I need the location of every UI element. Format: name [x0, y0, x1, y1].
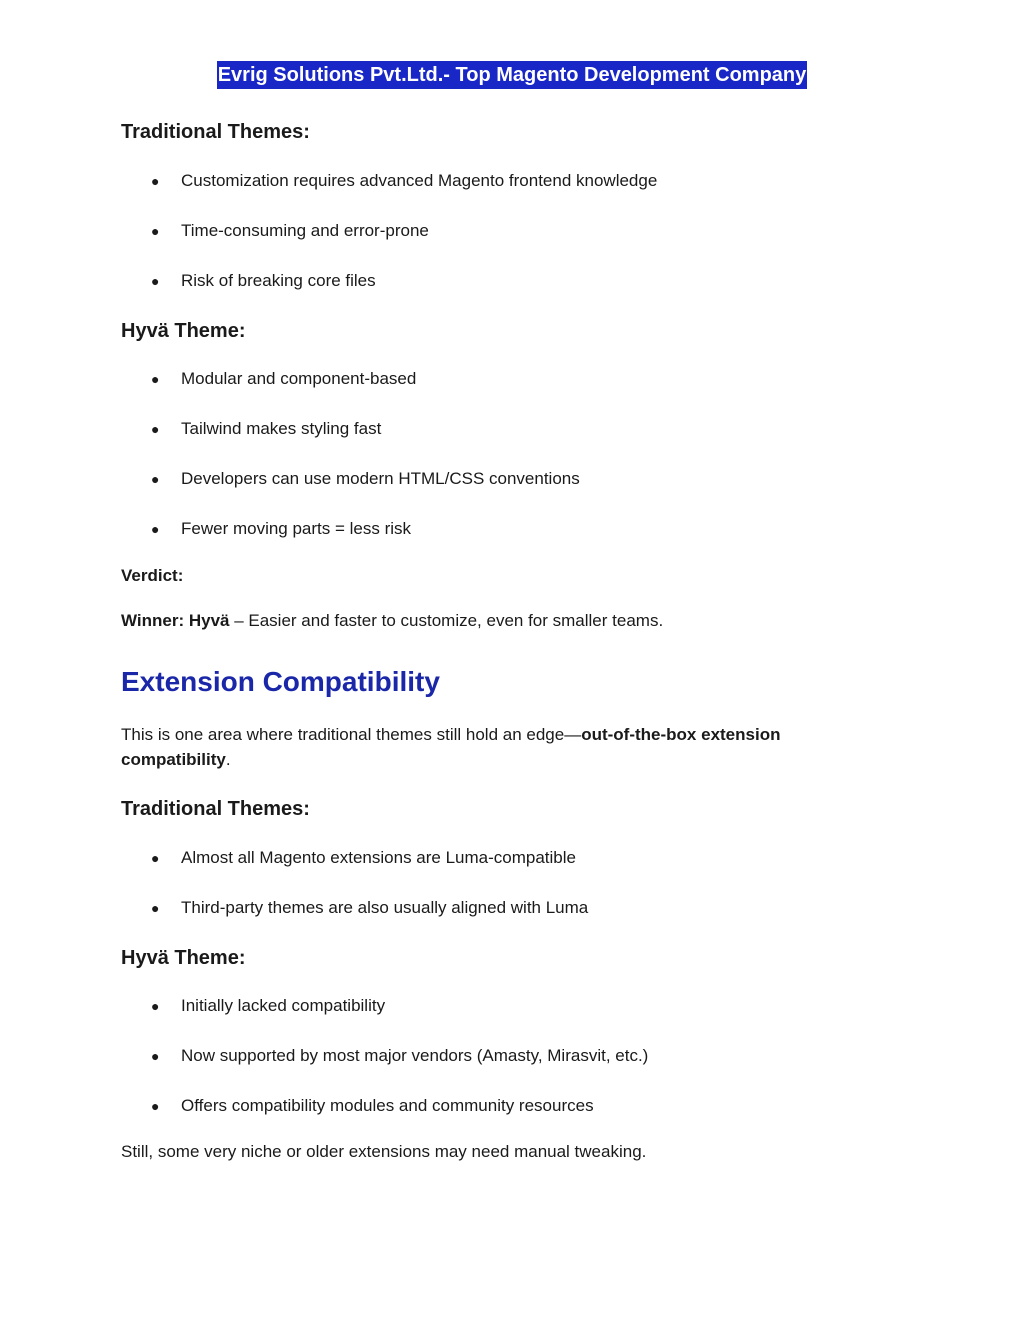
list-item [151, 1046, 648, 1066]
winner-label: Winner: Hyvä [121, 611, 230, 630]
list-item-text: Third-party themes are also usually aligned with Luma [181, 898, 589, 917]
list-item-text: Customization requires advanced Magento frontend knowledge [181, 171, 658, 190]
list-item-text: Modular and component-based [181, 369, 417, 388]
list-item-text: Tailwind makes styling fast [181, 419, 382, 438]
bullet-icon: ● [151, 998, 160, 1014]
bullet-icon: ● [151, 900, 160, 916]
list-item [151, 898, 588, 918]
list-item [151, 369, 416, 389]
traditional-themes-heading: Traditional Themes: [121, 121, 310, 143]
list-item-text: Offers compatibility modules and community resources [181, 1096, 594, 1115]
extension-compatibility-title: Extension Compatibility [121, 666, 440, 697]
header [0, 61, 1024, 89]
list-item [151, 1096, 594, 1116]
intro-text: This is one area where traditional themes still hold an edge— [121, 725, 582, 744]
bullet-icon: ● [151, 223, 160, 239]
hyva-theme-heading-2: Hyvä Theme: [121, 947, 246, 969]
list-item-text: Now supported by most major vendors (Amasty, Mirasvit, etc.) [181, 1046, 649, 1065]
verdict-label: Verdict: [121, 566, 184, 585]
bullet-icon: ● [151, 1098, 160, 1114]
bullet-icon: ● [151, 173, 160, 189]
list-item [151, 419, 381, 439]
bullet-icon: ● [151, 471, 160, 487]
hyva-theme-heading: Hyvä Theme: [121, 320, 246, 342]
list-item [151, 848, 576, 868]
list-item [151, 171, 657, 191]
bullet-icon: ● [151, 371, 160, 387]
intro-bold-1: out-of-the-box extension [581, 725, 781, 744]
list-item-text: Developers can use modern HTML/CSS conventions [181, 469, 580, 488]
winner-line [121, 611, 663, 631]
list-item-text: Risk of breaking core files [181, 271, 376, 290]
winner-text: – Easier and faster to customize, even for smaller teams. [229, 611, 664, 630]
bullet-icon: ● [151, 421, 160, 437]
intro-bold-2: compatibility [121, 750, 226, 769]
list-item [151, 271, 376, 291]
list-item-text: Almost all Magento extensions are Luma-compatible [181, 848, 576, 867]
bullet-icon: ● [151, 1048, 160, 1064]
intro-paragraph-line-1 [121, 725, 780, 745]
intro-end: . [225, 750, 231, 769]
list-item [151, 221, 429, 241]
list-item [151, 519, 411, 539]
list-item-text: Time-consuming and error-prone [181, 221, 429, 240]
list-item-text: Fewer moving parts = less risk [181, 519, 412, 538]
list-item [151, 996, 385, 1016]
bullet-icon: ● [151, 273, 160, 289]
bullet-icon: ● [151, 521, 160, 537]
company-banner: Evrig Solutions Pvt.Ltd.- Top Magento Development Company [217, 61, 808, 89]
intro-paragraph-line-2 [121, 750, 231, 770]
list-item-text: Initially lacked compatibility [181, 996, 386, 1015]
closing-paragraph: Still, some very niche or older extensions may need manual tweaking. [121, 1142, 647, 1161]
bullet-icon: ● [151, 850, 160, 866]
list-item [151, 469, 580, 489]
traditional-themes-heading-2: Traditional Themes: [121, 798, 310, 820]
